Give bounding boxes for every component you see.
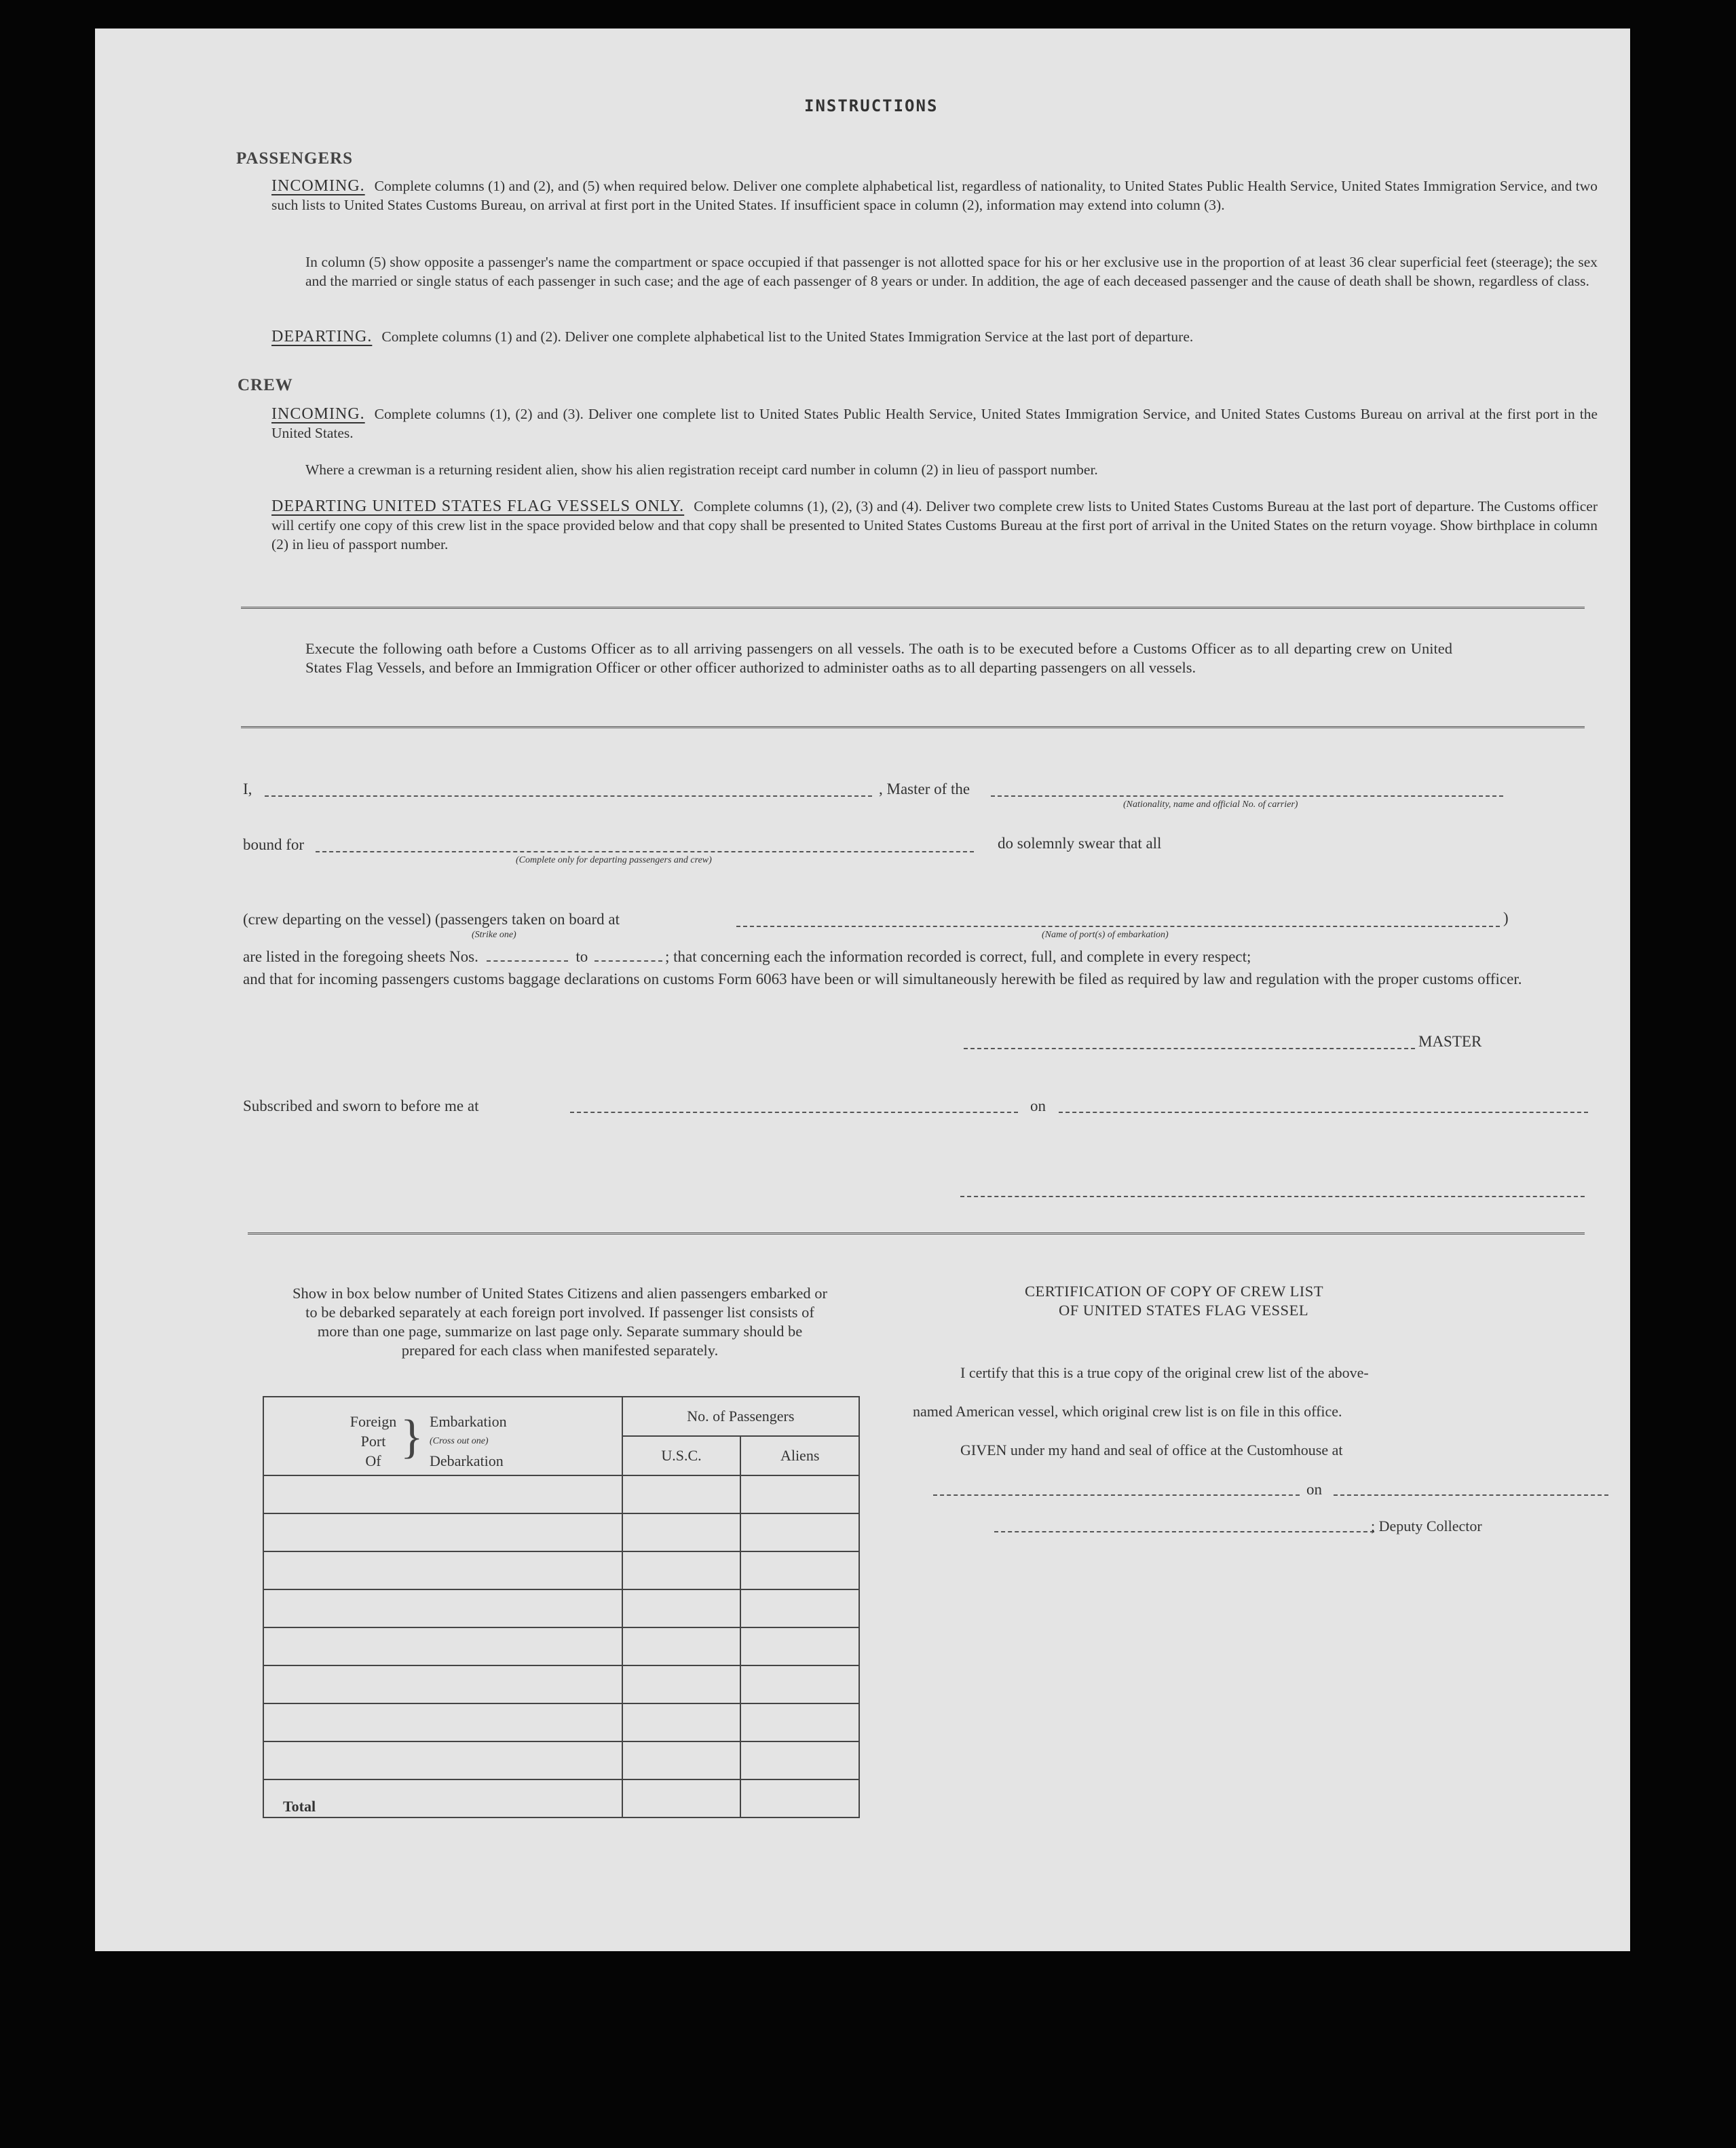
- passengers-incoming-label: INCOMING.: [271, 177, 365, 195]
- table-row: [263, 1551, 859, 1589]
- listed-line-1: [243, 948, 1593, 966]
- master-of-text: Master of the: [886, 780, 970, 797]
- usc-cell[interactable]: [622, 1741, 741, 1779]
- bound-for-blank[interactable]: [316, 851, 974, 852]
- aliens-cell[interactable]: [740, 1703, 859, 1741]
- passengers-column5-paragraph: In column (5) show opposite a passenger's name the compartment or space occupied if that passenger is not allotted space for his or her exclusive use in the proportion of at least 36 clear superficial feet (steerage); the sex and the married or single status of each passenger in such case; and the age of each passenger of 8 years or under. In addition, the age of each deceased passenger and the cause of death shall be shown, regardless of class.: [305, 254, 1598, 289]
- oath-i-label: I,: [243, 780, 252, 797]
- aliens-total-cell[interactable]: [740, 1779, 859, 1817]
- subscribed-text: Subscribed and sworn to before me at: [243, 1097, 479, 1114]
- given-line: GIVEN under my hand and seal of office at the Customhouse at: [960, 1442, 1343, 1458]
- port-cell[interactable]: [263, 1627, 622, 1665]
- port-cell[interactable]: [263, 1741, 622, 1779]
- port-cell[interactable]: [263, 1589, 622, 1627]
- table-row: [263, 1475, 859, 1513]
- master-of-label: , Master of the: [879, 780, 970, 797]
- aliens-cell[interactable]: [740, 1513, 859, 1551]
- usc-cell[interactable]: [622, 1513, 741, 1551]
- passengers-incoming-text: Complete columns (1) and (2), and (5) when required below. Deliver one complete alphabetical list, regardless of nationality, to United States Public Health Service, United States Immigration Service, and two such lists to United States Customs Bureau, on arrival at first port in the United States. If insufficient space in column (2), information may extend into column (3).: [271, 178, 1598, 213]
- certification-on-text: on: [1306, 1481, 1322, 1498]
- table-row: [263, 1665, 859, 1703]
- usc-cell[interactable]: [622, 1703, 741, 1741]
- deputy-collector-label: ; Deputy Collector: [1371, 1518, 1482, 1534]
- brace-symbol: }: [400, 1411, 423, 1463]
- table-row: [263, 1513, 859, 1551]
- total-row: [263, 1779, 859, 1817]
- passengers-departing-paragraph: [271, 327, 1598, 346]
- total-label: Total: [263, 1779, 622, 1817]
- aliens-cell[interactable]: [740, 1551, 859, 1589]
- page-title: INSTRUCTIONS: [804, 96, 939, 115]
- usc-total-cell[interactable]: [622, 1779, 741, 1817]
- usc-header: U.S.C.: [622, 1436, 741, 1475]
- subscribed-on-text: on: [1030, 1097, 1046, 1114]
- strike-one-caption: (Strike one): [472, 930, 516, 940]
- sheet-to-blank[interactable]: [595, 960, 662, 962]
- listed-line-2: and that for incoming passengers customs baggage declarations on customs Form 6063 have been or will simultaneously herewith be filed as required by law and regulation with the proper customs officer.: [243, 971, 1522, 987]
- certification-title-1: CERTIFICATION OF COPY OF CREW LIST: [1025, 1283, 1324, 1300]
- aliens-cell[interactable]: [740, 1589, 859, 1627]
- passengers-departing-text: Complete columns (1) and (2). Deliver one complete alphabetical list to the United States Immigration Service at the last port of departure.: [381, 328, 1194, 345]
- port-cell[interactable]: [263, 1703, 622, 1741]
- bound-for-caption: (Complete only for departing passengers and crew): [516, 855, 712, 865]
- oath-intro-paragraph: Execute the following oath before a Customs Officer as to all arriving passengers on all vessels. The oath is to be executed before a Customs Officer as to all departing crew on United States Flag Vessels, and before an Immigration Officer or other officer authorized to administer oaths as to all departing passengers on all vessels.: [305, 640, 1452, 676]
- of-label: Of: [365, 1452, 381, 1469]
- port-blank[interactable]: [736, 926, 1500, 927]
- table-row: [263, 1703, 859, 1741]
- passenger-summary-table: [263, 1396, 860, 1818]
- foreign-label: Foreign: [350, 1413, 397, 1430]
- crew-departing-text: Complete columns (1), (2), (3) and (4). Deliver two complete crew lists to United States Customs Bureau at the last port of departure. The Customs officer will certify one copy of this crew list in the space provided below and that copy shall be presented to United States Customs Bureau at the first port of arrival in the United States on the return voyage. Show birthplace in column (2) in lieu of passport number.: [271, 498, 1598, 552]
- crew-departing-label: DEPARTING UNITED STATES FLAG VESSELS ONLY.: [271, 497, 685, 515]
- aliens-header: Aliens: [740, 1436, 859, 1475]
- carrier-blank[interactable]: [991, 795, 1503, 797]
- usc-cell[interactable]: [622, 1551, 741, 1589]
- port-cell[interactable]: [263, 1513, 622, 1551]
- certify-line-2: named American vessel, which original crew list is on file in this office.: [913, 1403, 1342, 1420]
- port-header-labels: [346, 1412, 400, 1471]
- no-of-passengers-header: No. of Passengers: [622, 1397, 859, 1436]
- port-label: Port: [360, 1433, 386, 1450]
- crew-resident-paragraph: Where a crewman is a returning resident alien, show his alien registration receipt card number in column (2) in lieu of passport number.: [305, 461, 1098, 478]
- aliens-cell[interactable]: [740, 1665, 859, 1703]
- master-name-blank[interactable]: [265, 795, 872, 797]
- listed-sheets-text: are listed in the foregoing sheets Nos.: [243, 948, 478, 965]
- usc-cell[interactable]: [622, 1665, 741, 1703]
- table-row: [263, 1589, 859, 1627]
- carrier-caption: (Nationality, name and official No. of carrier): [1123, 799, 1298, 810]
- embarkation-label: Embarkation: [430, 1413, 507, 1430]
- table-row: [263, 1627, 859, 1665]
- aliens-cell[interactable]: [740, 1475, 859, 1513]
- port-header-cell: [263, 1397, 622, 1475]
- port-cell[interactable]: [263, 1551, 622, 1589]
- master-signature-blank[interactable]: [964, 1048, 1415, 1049]
- crew-departing-text: (crew departing on the vessel) (passengers taken on board at: [243, 911, 620, 928]
- divider-2: [241, 726, 1585, 728]
- passengers-heading: PASSENGERS: [236, 149, 354, 168]
- master-label: MASTER: [1418, 1033, 1482, 1050]
- customhouse-blank[interactable]: [933, 1494, 1300, 1496]
- close-paren: ): [1503, 909, 1509, 926]
- usc-cell[interactable]: [622, 1627, 741, 1665]
- table-row: [263, 1741, 859, 1779]
- officer-signature-blank[interactable]: [960, 1196, 1585, 1197]
- swear-text: do solemnly swear that all: [998, 835, 1162, 852]
- passengers-departing-label: DEPARTING.: [271, 328, 373, 345]
- divider-3: [248, 1232, 1585, 1235]
- subscribed-place-blank[interactable]: [570, 1112, 1018, 1113]
- debarkation-label: Debarkation: [430, 1452, 504, 1469]
- usc-cell[interactable]: [622, 1475, 741, 1513]
- crew-heading: CREW: [238, 376, 293, 394]
- certification-title-2: OF UNITED STATES FLAG VESSEL: [1059, 1302, 1309, 1319]
- sheet-from-blank[interactable]: [487, 960, 568, 962]
- certify-line-1: I certify that this is a true copy of the original crew list of the above-: [960, 1364, 1369, 1381]
- document-page: [95, 29, 1630, 1951]
- subscribed-date-blank[interactable]: [1059, 1112, 1588, 1113]
- passengers-incoming-paragraph: [271, 176, 1598, 214]
- crew-departing-paragraph: [271, 497, 1598, 554]
- aliens-cell[interactable]: [740, 1627, 859, 1665]
- embark-labels: [430, 1412, 507, 1471]
- summary-instructions: Show in box below number of United States Citizens and alien passengers embarked or to be debarked separately at each foreign port involved. If passenger list consists of more than one page, summarize on last page only. Separate summary should be prepared for each class when manifested separately.: [293, 1285, 827, 1359]
- crew-incoming-paragraph: [271, 404, 1598, 442]
- listed-to-text: to: [575, 948, 588, 965]
- port-cell[interactable]: [263, 1475, 622, 1513]
- listed-concerning-text: ; that concerning each the information recorded is correct, full, and complete in every respect;: [664, 948, 1251, 965]
- cross-out-caption: (Cross out one): [430, 1436, 489, 1446]
- certification-date-blank[interactable]: [1334, 1494, 1608, 1496]
- usc-cell[interactable]: [622, 1589, 741, 1627]
- crew-incoming-label: INCOMING.: [271, 405, 365, 423]
- crew-incoming-text: Complete columns (1), (2) and (3). Deliver one complete list to United States Public Health Service, United States Immigration Service, and United States Customs Bureau on arrival at the first port in the United States.: [271, 406, 1598, 441]
- divider-1: [241, 607, 1585, 609]
- aliens-cell[interactable]: [740, 1741, 859, 1779]
- deputy-collector-blank[interactable]: [994, 1531, 1374, 1532]
- bound-for-label: bound for: [243, 836, 305, 853]
- port-cell[interactable]: [263, 1665, 622, 1703]
- port-caption: (Name of port(s) of embarkation): [1042, 930, 1169, 940]
